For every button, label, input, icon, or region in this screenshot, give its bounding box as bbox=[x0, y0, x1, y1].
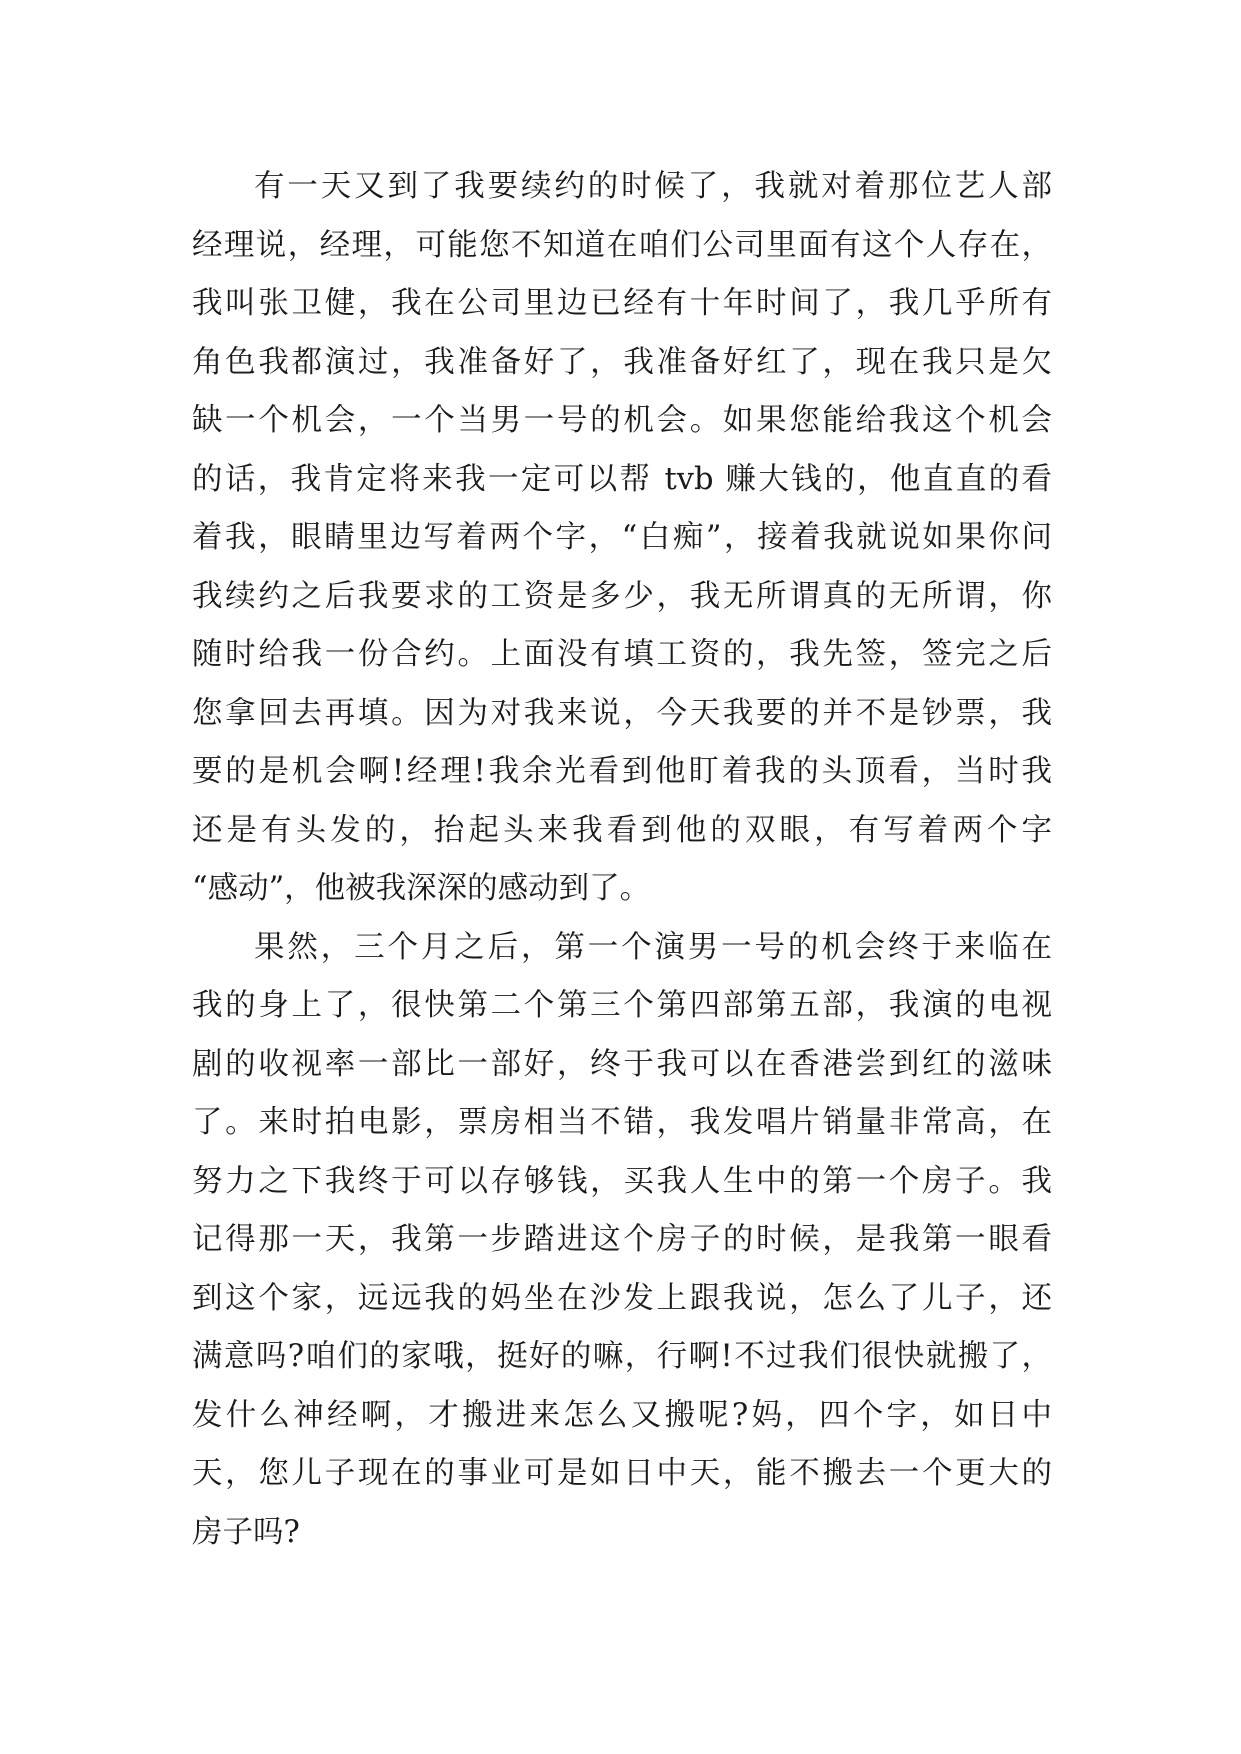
text-line: 记得那一天，我第一步踏进这个房子的时候，是我第一眼看 bbox=[192, 1222, 1052, 1257]
text-line: 果然，三个月之后，第一个演男一号的机会终于来临在 bbox=[254, 929, 1052, 965]
text-line: 您拿回去再填。因为对我来说，今天我要的并不是钞票，我 bbox=[192, 695, 1052, 731]
text-line: 天，您儿子现在的事业可是如日中天，能不搬去一个更大的 bbox=[192, 1456, 1052, 1491]
text-line: 着我，眼睛里边写着两个字，“白痴”，接着我就说如果你问 bbox=[192, 520, 1052, 555]
text-line: 我叫张卫健，我在公司里边已经有十年时间了，我几乎所有 bbox=[192, 286, 1052, 321]
text-line: 随时给我一份合约。上面没有填工资的，我先签，签完之后 bbox=[192, 637, 1052, 672]
text-line: 了。来时拍电影，票房相当不错，我发唱片销量非常高，在 bbox=[192, 1105, 1052, 1140]
text-line: 房子吗? bbox=[192, 1514, 300, 1550]
text-line: 经理说，经理，可能您不知道在咱们公司里面有这个人存在， bbox=[192, 227, 1052, 263]
text-line: 要的是机会啊!经理!我余光看到他盯着我的头顶看，当时我 bbox=[192, 754, 1052, 789]
text-line: 努力之下我终于可以存够钱，买我人生中的第一个房子。我 bbox=[192, 1163, 1052, 1199]
text-line: 发什么神经啊，才搬进来怎么又搬呢?妈，四个字，如日中 bbox=[192, 1397, 1052, 1433]
text-line: 缺一个机会，一个当男一号的机会。如果您能给我这个机会 bbox=[192, 403, 1052, 438]
text-line: 到这个家，远远我的妈坐在沙发上跟我说，怎么了儿子，还 bbox=[192, 1280, 1052, 1316]
text-line: 我续约之后我要求的工资是多少，我无所谓真的无所谓，你 bbox=[192, 578, 1052, 614]
text-line: 满意吗?咱们的家哦，挺好的嘛，行啊!不过我们很快就搬了， bbox=[192, 1339, 1052, 1374]
text-line: 还是有头发的，抬起头来我看到他的双眼，有写着两个字 bbox=[192, 812, 1052, 848]
text-line: 的话，我肯定将来我一定可以帮 tvb 赚大钱的，他直直的看 bbox=[192, 461, 1052, 497]
text-line: 角色我都演过，我准备好了，我准备好红了，现在我只是欠 bbox=[192, 344, 1052, 380]
paragraph-1 bbox=[192, 158, 1052, 919]
text-line: 我的身上了，很快第二个第三个第四部第五部，我演的电视 bbox=[192, 988, 1052, 1023]
paragraph-2 bbox=[192, 919, 1052, 1563]
text-line: 有一天又到了我要续约的时候了，我就对着那位艺人部 bbox=[254, 169, 1052, 204]
text-line: “感动”，他被我深深的感动到了。 bbox=[192, 871, 651, 906]
document-body bbox=[192, 158, 1052, 1562]
text-line: 剧的收视率一部比一部好，终于我可以在香港尝到红的滋味 bbox=[192, 1046, 1052, 1082]
